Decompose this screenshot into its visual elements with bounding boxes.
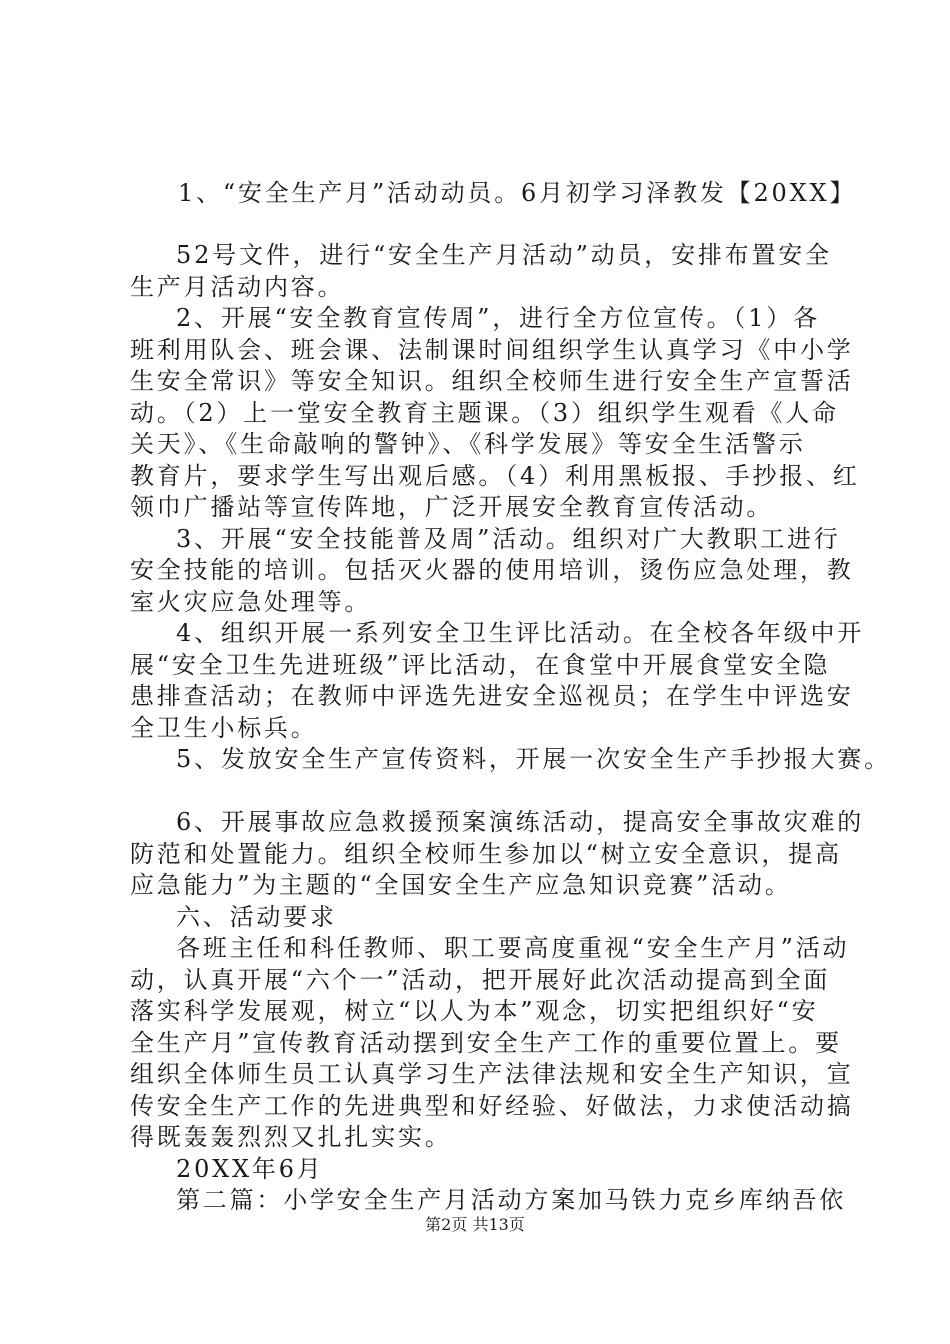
section-title: 第二篇：小学安全生产月活动方案加马铁力克乡库纳吾依 [176,1186,846,1214]
text-line: 室火灾应急处理等。 [130,588,372,616]
text-line: 得既轰轰烈烈又扎扎实实。 [130,1123,452,1151]
text-line: 5、发放安全生产宣传资料，开展一次安全生产手抄报大赛。 [176,745,891,773]
text-line: 患排查活动；在教师中评选先进安全巡视员；在学生中评选安 [130,682,854,710]
section-heading: 六、活动要求 [176,903,337,931]
text-line: 安全技能的培训。包括灭火器的使用培训，烫伤应急处理，教 [130,556,854,584]
text-line: 4、组织开展一系列安全卫生评比活动。在全校各年级中开 [176,619,865,647]
text-line: 52号文件，进行“安全生产月活动”动员，安排布置安全 [176,241,832,269]
text-line: 全卫生小标兵。 [130,714,318,742]
text-line: 生产月活动内容。 [130,273,345,301]
text-line: 全生产月”宣传教育活动摆到安全生产工作的重要位置上。要 [130,1029,842,1057]
text-line: 各班主任和科任教师、职工要高度重视“安全生产月”活动 [176,934,850,962]
text-line: 展“安全卫生先进班级”评比活动，在食堂中开展食堂安全隐 [130,651,831,679]
text-line: 动。（2）上一堂安全教育主题课。（3）组织学生观看《人命 [130,399,839,427]
text-line: 动，认真开展“六个一”活动，把开展好此次活动提高到全面 [130,966,831,994]
text-line: 组织全体师生员工认真学习生产法律法规和安全生产知识，宣 [130,1060,854,1088]
text-line: 关天》、《生命敲响的警钟》、《科学发展》等安全生活警示 [130,430,806,458]
page-footer: 第2页 共13页 [425,1215,525,1234]
text-line: 班利用队会、班会课、法制课时间组织学生认真学习《中小学 [130,336,854,364]
text-line: 3、开展“安全技能普及周”活动。组织对广大教职工进行 [176,525,841,553]
text-line: 教育片，要求学生写出观后感。（4）利用黑板报、手抄报、红 [130,462,860,490]
text-line: 领巾广播站等宣传阵地，广泛开展安全教育宣传活动。 [130,493,774,521]
text-line: 传安全生产工作的先进典型和好经验、好做法，力求使活动搞 [130,1092,854,1120]
text-line: 6、开展事故应急救援预案演练活动，提高安全事故灾难的 [176,808,865,836]
text-line: 1、“安全生产月”活动动员。6月初学习泽教发【20XX】 [178,179,857,207]
text-line: 应急能力”为主题的“全国安全生产应急知识竞赛”活动。 [130,871,792,899]
text-line: 2、开展“安全教育宣传周”，进行全方位宣传。（1）各 [176,304,820,332]
date-line: 20XX年6月 [176,1155,324,1183]
text-line: 防范和处置能力。组织全校师生参加以“树立安全意识，提高 [130,840,842,868]
text-line: 生安全常识》等安全知识。组织全校师生进行安全生产宣誓活 [130,367,854,395]
text-line: 落实科学发展观，树立“以人为本”观念，切实把组织好“安 [130,997,819,1025]
